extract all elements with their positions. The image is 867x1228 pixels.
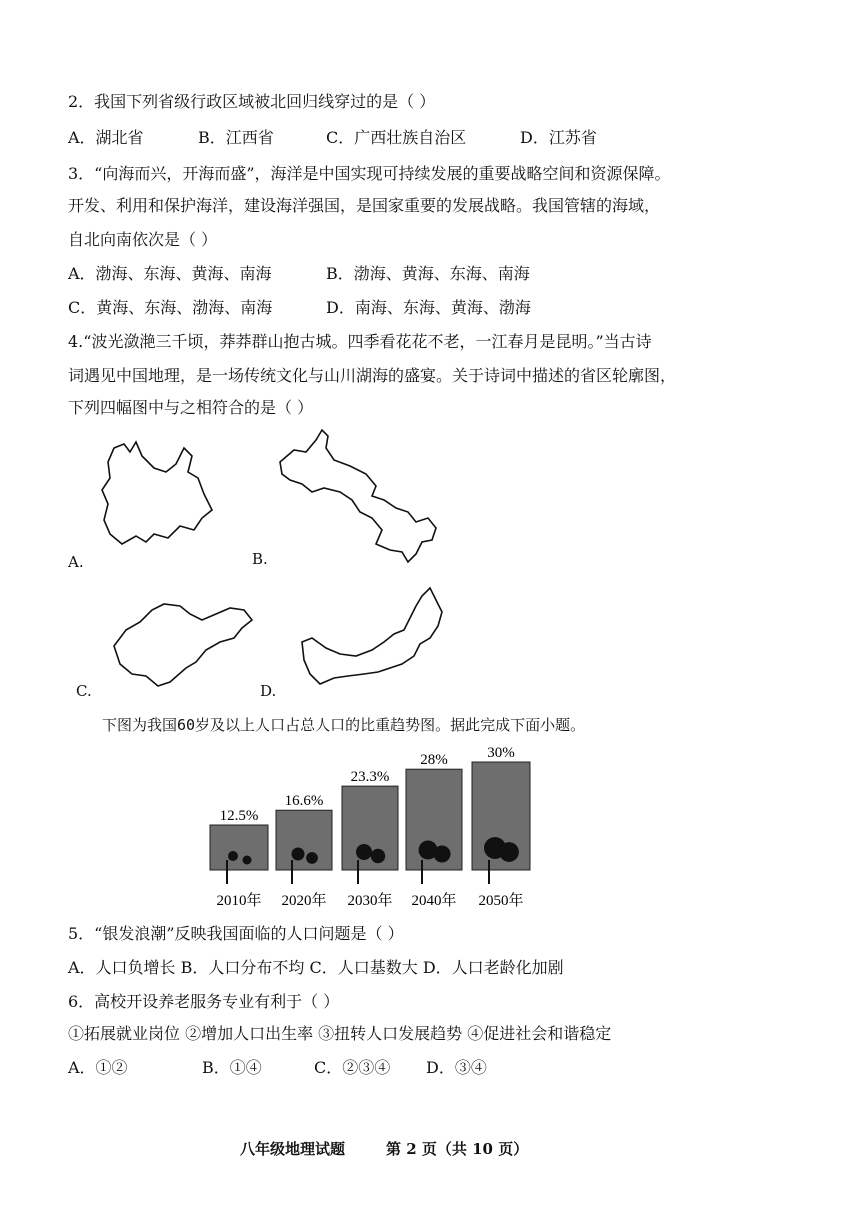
footer-page-number: 第 2 页（共 10 页） [386,1140,529,1158]
q2-option-b: B．江西省 [198,128,274,147]
bar-value-label: 12.5% [219,808,259,824]
map-a-label: A. [68,553,84,571]
q2-stem: 2．我国下列省级行政区域被北回归线穿过的是（ ） [68,92,436,111]
q3-option-a: A．渤海、东海、黄海、南海 [68,264,272,283]
category-label: 2030年 [347,893,393,909]
q2-option-c: C．广西壮族自治区 [326,128,467,147]
q3-stem-line-1: 3．“向海而兴，开海而盛”，海洋是中国实现可持续发展的重要战略空间和资源保障。 [68,164,671,183]
category-label: 2010年 [216,893,262,909]
q3-stem-line-2: 开发、利用和保护海洋，建设海洋强国，是国家重要的发展战略。我国管辖的海域， [68,196,661,215]
q6-option-d: D．③④ [426,1058,487,1077]
footer-subject: 八年级地理试题 [240,1140,346,1158]
category-label: 2020年 [281,893,327,909]
q3-option-d: D．南海、东海、黄海、渤海 [326,298,531,317]
bar-value-label: 16.6% [284,793,324,810]
map-c-label: C. [76,682,92,700]
category-label: 2050年 [478,893,524,909]
map-b-label: B. [252,550,268,568]
map-a-outline [96,438,226,553]
elderly-population-chart [200,745,540,915]
q6-option-c: C．②③④ [314,1058,391,1077]
category-label: 2040年 [411,893,457,909]
q6-stem: 6．高校开设养老服务专业有利于（ ） [68,992,340,1011]
bar-value-label: 28% [420,752,448,769]
map-d-outline [298,584,448,689]
q2-option-d: D．江苏省 [520,128,597,147]
q5-options: A．人口负增长 B．人口分布不均 C．人口基数大 D．人口老龄化加剧 [68,958,564,977]
map-b-outline [276,426,446,566]
q6-option-a: A．①② [68,1058,128,1077]
bar-value-label: 23.3% [350,769,390,786]
bar-2010年 [210,825,268,870]
map-d-label: D. [260,682,277,700]
chart-intro: 下图为我国60岁及以上人口占总人口的比重趋势图。据此完成下面小题。 [102,716,586,734]
q4-stem-line-1: 4.“波光潋滟三千顷，莽莽群山抱古城。四季看花花不老，一江春月是昆明。”当古诗 [68,332,652,351]
q5-stem: 5．“银发浪潮”反映我国面临的人口问题是（ ） [68,924,404,943]
q3-option-b: B．渤海、黄海、东海、南海 [326,264,530,283]
bar-value-label: 30% [487,745,515,761]
q2-option-a: A．湖北省 [68,128,144,147]
bar-2030年 [342,786,398,870]
bar-2020年 [276,810,332,870]
q6-option-b: B．①④ [202,1058,262,1077]
q4-stem-line-3: 下列四幅图中与之相符合的是（ ） [68,398,314,417]
map-c-outline [106,596,256,691]
q6-items: ①拓展就业岗位 ②增加人口出生率 ③扭转人口发展趋势 ④促进社会和谐稳定 [68,1024,612,1043]
q3-option-c: C．黄海、东海、渤海、南海 [68,298,273,317]
q3-stem-line-3: 自北向南依次是（ ） [68,230,218,249]
q4-stem-line-2: 词遇见中国地理，是一场传统文化与山川湖海的盛宴。关于诗词中描述的省区轮廓图， [68,366,677,385]
